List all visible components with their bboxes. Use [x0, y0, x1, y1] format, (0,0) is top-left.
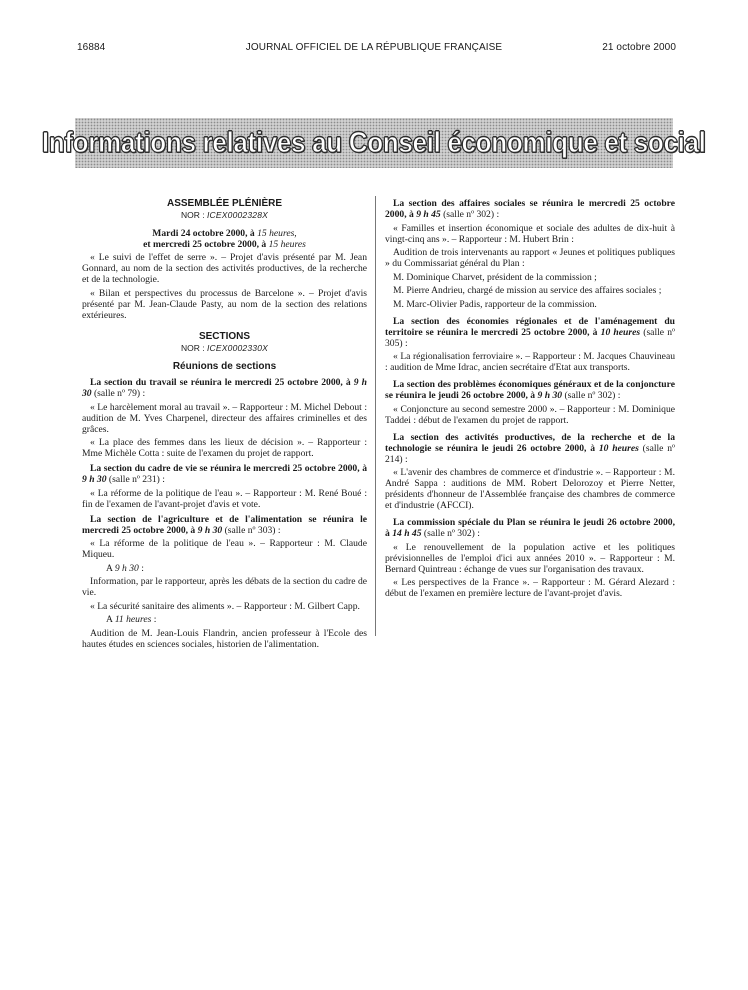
section-meeting-affaires-sociales: La section des affaires sociales se réunira le mercredi 25 octobre 2000, à 9 h 45 (salle nº 302) :	[385, 198, 675, 220]
agenda-item: M. Marc-Olivier Padis, rapporteur de la commission.	[393, 298, 597, 310]
agenda-item: M. Pierre Andrieu, chargé de mission au service des affaires sociales ;	[393, 285, 662, 296]
column-divider	[375, 196, 376, 636]
page-number: 16884	[77, 42, 106, 53]
section-meeting-activites-productives: La section des activités productives, de la recherche et de la technologie se réunira le jeudi 26 octobre 2000, à 10 heures (salle nº 214) :	[385, 431, 675, 465]
time-label: A 11 heures :	[106, 614, 157, 625]
plenary-dates: Mardi 24 octobre 2000, à 15 heures, et mercredi 25 octobre 2000, à 15 heures	[143, 228, 306, 250]
time-label: A 9 h 30 :	[106, 562, 144, 574]
section-banner	[42, 118, 706, 168]
agenda-item: « Conjoncture au second semestre 2000 ». – Rapporteur : M. Dominique Taddei : début de l'examen du projet de rapport.	[385, 403, 675, 426]
right-column	[385, 198, 675, 602]
agenda-item: « La sécurité sanitaire des aliments ». – Rapporteur : M. Gilbert Capp.	[90, 600, 360, 612]
commission-plan-meeting: La commission spéciale du Plan se réunira le jeudi 26 octobre 2000, à 14 h 45 (salle nº 302) :	[385, 517, 675, 539]
assembly-heading: ASSEMBLÉE PLÉNIÈRE	[166, 198, 283, 209]
agenda-item: « La réforme de la politique de l'eau ». – Rapporteur : M. René Boué : fin de l'examen de l'avant-projet d'avis et vote.	[82, 487, 367, 510]
agenda-item: « La place des femmes dans les lieux de décision ». – Rapporteur : Mme Michèle Cotta : suite de l'examen du projet de rapport.	[82, 437, 367, 459]
agenda-item: Audition de M. Jean-Louis Flandrin, ancien professeur à l'Ecole des hautes études en sciences sociales, historien de l'alimentation.	[82, 627, 367, 650]
plenary-item: « Bilan et perspectives du processus de Barcelone ». – Projet d'avis présenté par M. Jean-Claude Pasty, au nom de la section des relations extérieures.	[82, 287, 367, 321]
sections-nor: NOR : ICEX0002330X	[181, 343, 268, 353]
left-column	[82, 196, 367, 652]
section-meeting-cadre-de-vie: La section du cadre de vie se réunira le mercredi 25 octobre 2000, à 9 h 30 (salle nº 231) :	[82, 463, 367, 485]
plenary-item: « Le suivi de l'effet de serre ». – Projet d'avis présenté par M. Jean Gonnard, au nom de la section des activités productives, de la recherche et de la technologie.	[82, 252, 367, 285]
banner-title: Informations relatives au Conseil économique et social	[42, 126, 706, 159]
agenda-item: Information, par le rapporteur, après les débats de la section du cadre de vie.	[82, 576, 367, 598]
agenda-item: « La réforme de la politique de l'eau ». – Rapporteur : M. Claude Miqueu.	[82, 538, 367, 560]
section-meeting-agriculture: La section de l'agriculture et de l'alimentation se réunira le mercredi 25 octobre 2000, à 9 h 30 (salle nº 303) :	[82, 513, 367, 536]
agenda-item: « Le harcèlement moral au travail ». – Rapporteur : M. Michel Debout : audition de M. Yves Charpenel, directeur des affaires criminelles et des grâces.	[82, 401, 367, 435]
reunions-heading: Réunions de sections	[172, 361, 277, 372]
agenda-item: M. Dominique Charvet, président de la commission ;	[393, 271, 597, 283]
issue-date: 21 octobre 2000	[602, 42, 676, 53]
agenda-item: « La régionalisation ferroviaire ». – Rapporteur : M. Jacques Chauvineau : audition de Mme Idrac, ancien secrétaire d'Etat aux transports.	[385, 351, 675, 373]
section-meeting-economies-regionales: La section des économies régionales et de l'aménagement du territoire se réunira le mercredi 25 octobre 2000, à 10 heures (salle nº 305) :	[385, 315, 675, 349]
agenda-item: « L'avenir des chambres de commerce et d'industrie ». – Rapporteur : M. André Sappa : auditions de MM. Robert Delorozoy et Pierre Netter, présidents d'honneur de l'Assemblée française des chambres de commerce et d'industrie (AFCCI).	[385, 467, 675, 511]
section-meeting-travail: La section du travail se réunira le mercredi 25 octobre 2000, à 9 h 30 (salle nº 79) :	[82, 377, 367, 399]
agenda-item: Audition de trois intervenants au rapport « Jeunes et politiques publiques » du Commissariat général du Plan :	[385, 247, 675, 269]
section-meeting-conjoncture: La section des problèmes économiques généraux et de la conjoncture se réunira le jeudi 26 octobre 2000, à 9 h 30 (salle nº 302) :	[385, 379, 675, 401]
assembly-nor: NOR : ICEX0002328X	[181, 210, 268, 220]
sections-heading: SECTIONS	[198, 331, 251, 342]
agenda-item: « Familles et insertion économique et sociale des adultes de dix-huit à vingt-cinq ans ». – Rapporteur : M. Hubert Brin :	[385, 222, 675, 245]
agenda-item: « Le renouvellement de la population active et les politiques prévisionnelles de l'emploi d'ici aux années 2010 ». – Rapporteur : M. Bernard Quintreau : échange de vues sur l'organisation des travaux.	[385, 541, 675, 575]
journal-title: JOURNAL OFFICIEL DE LA RÉPUBLIQUE FRANÇAISE	[245, 42, 503, 53]
agenda-item: « Les perspectives de la France ». – Rapporteur : M. Gérard Alezard : début de l'examen en première lecture de l'avant-projet d'avis.	[385, 577, 675, 599]
